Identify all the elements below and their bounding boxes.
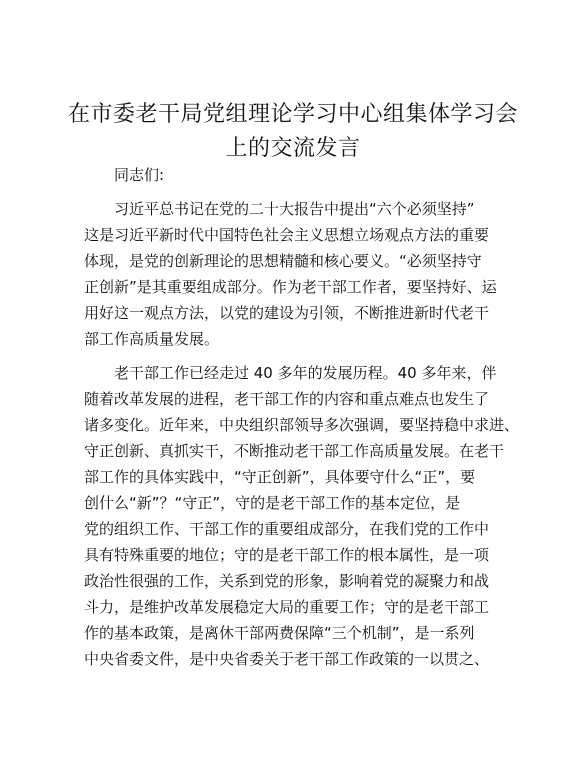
salutation: 同志们:	[114, 166, 165, 184]
paragraph-2	[84, 360, 520, 672]
paragraph-line: 正创新”是其重要组成部分。作为老干部工作者，要坚持好、运	[84, 278, 497, 296]
paragraph-line: 斗力，是维护改革发展稳定大局的重要工作；守的是老干部工	[84, 598, 490, 616]
paragraph-1	[84, 196, 508, 352]
title-line: 上的交流发言	[225, 136, 361, 161]
paragraph-line: 诸多变化。近年来，中央组织部领导多次强调，要坚持稳中求进、	[84, 416, 520, 434]
paragraph-line: 部工作高质量发展。	[84, 330, 220, 348]
paragraph-line: 中央省委文件，是中央省委关于老干部工作政策的一以贯之、	[84, 650, 490, 668]
paragraph-line: 政治性很强的工作，关系到党的形象，影响着党的凝聚力和战	[84, 572, 490, 590]
paragraph-line: 体现，是党的创新理论的思想精髓和核心要义。“必须坚持守	[84, 252, 482, 270]
paragraph-line: 党的组织工作、干部工作的重要组成部分，在我们党的工作中	[84, 520, 490, 538]
paragraph-line: 守正创新、真抓实干，不断推动老干部工作高质量发展。在老干	[84, 442, 505, 460]
paragraph-line: 作的基本政策，是离休干部两费保障“三个机制”，是一系列	[84, 624, 475, 642]
paragraph-line: 习近平总书记在党的二十大报告中提出“六个必须坚持”	[114, 200, 475, 218]
document-body	[84, 162, 520, 672]
paragraph-line: 创什么“新”？“守正”，守的是老干部工作的基本定位，是	[84, 494, 461, 512]
paragraph-line: 部工作的具体实践中，“守正创新”，具体要守什么“正”，要	[84, 468, 476, 486]
paragraph-line: 用好这一观点方法，以党的建设为引领，不断推进新时代老干	[84, 304, 490, 322]
paragraph-line: 随着改革发展的进程，老干部工作的内容和重点难点也发生了	[84, 390, 490, 408]
paragraph-line: 这是习近平新时代中国特色社会主义思想立场观点方法的重要	[84, 226, 490, 244]
paragraph-line: 具有特殊重要的地位；守的是老干部工作的根本属性，是一项	[84, 546, 490, 564]
paragraph-line: 老干部工作已经走过 40 多年的发展历程。40 多年来，伴	[114, 364, 497, 382]
document-title	[60, 98, 526, 166]
title-line: 在市委老干局党组理论学习中心组集体学习会	[67, 102, 518, 127]
